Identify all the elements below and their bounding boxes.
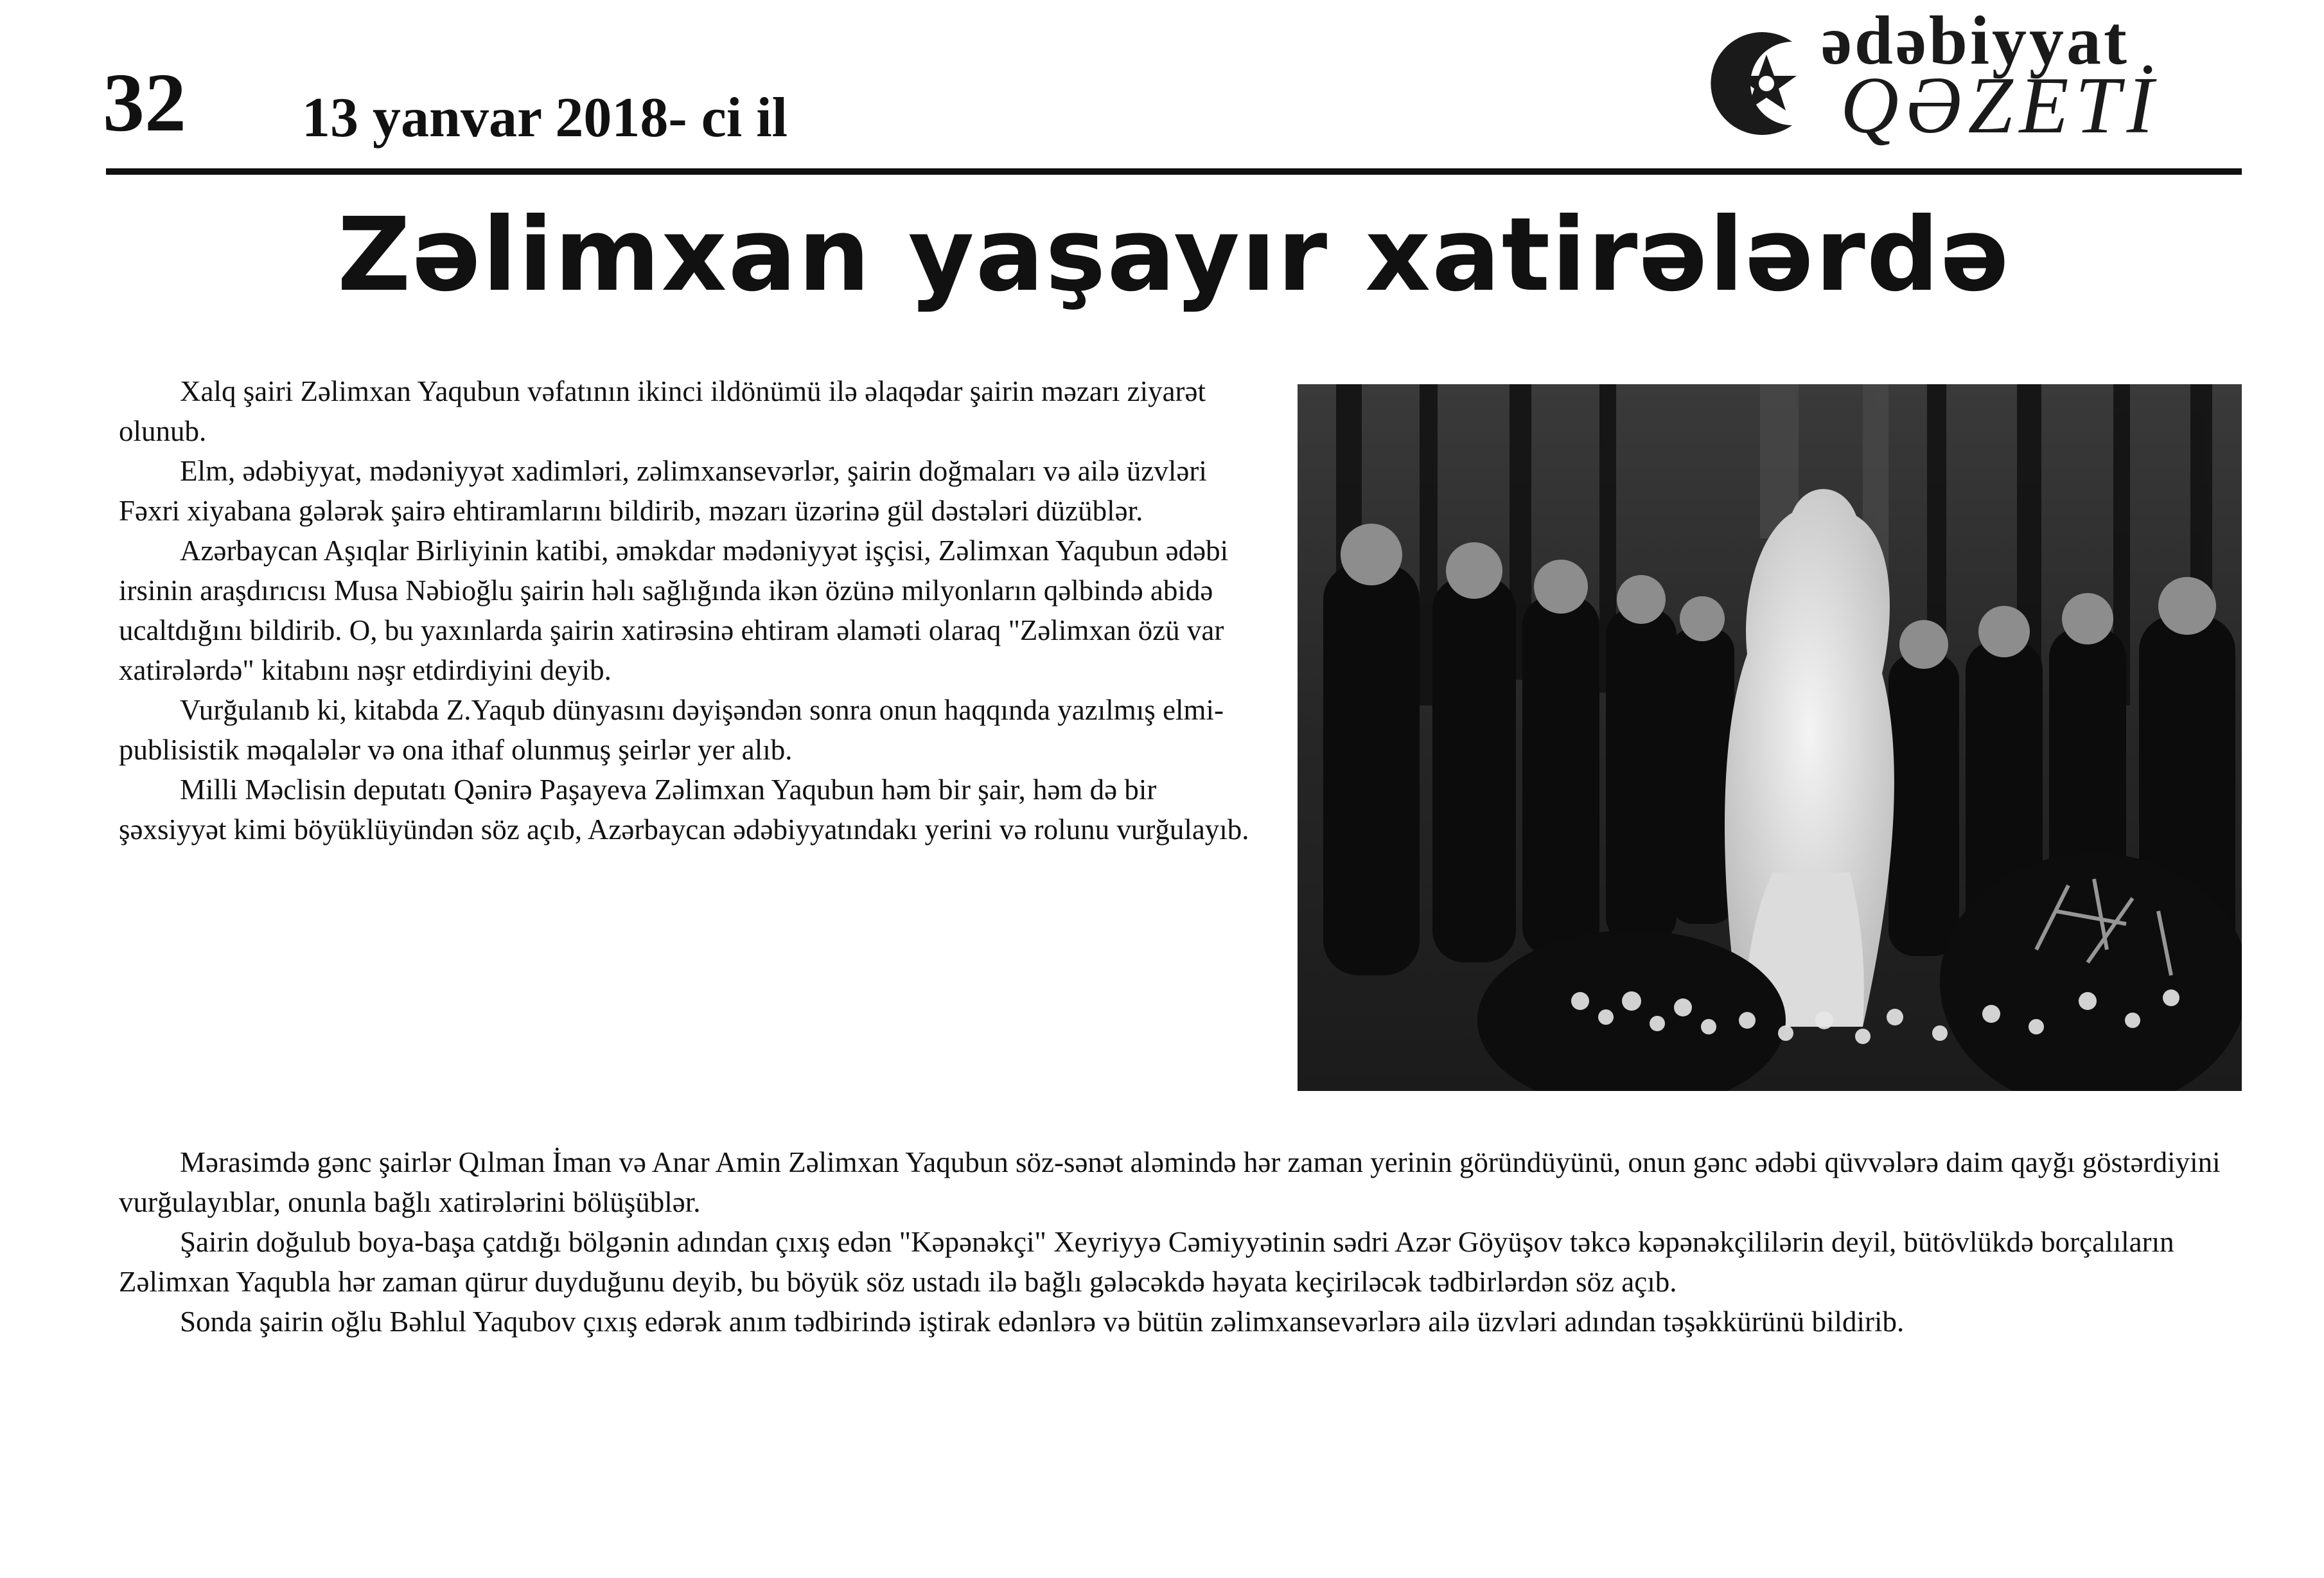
article-headline: Zəlimxan yaşayır xatirələrdə (337, 196, 2011, 314)
paragraph: Azərbaycan Aşıqlar Birliyinin katibi, əməkdar mədəniyyət işçisi, Zəlimxan Yaqubun ədəbi irsinin araşdırıcısı Musa Nəbioğlu şairin həlı sağlığında ikən özünə milyonların qəlbində abidə ucaltdığını bildirib. O, bu yaxınlarda şairin xatirəsinə ehtiram əlaməti olaraq "Zəlimxan özü var xatirələrdə" kitabını nəşr etdirdiyini deyib. (119, 535, 1229, 686)
article-body-narrow (119, 371, 1269, 849)
paragraph: Milli Məclisin deputatı Qənirə Paşayeva Zəlimxan Yaqubun həm bir şair, həm də bir şəxsiyyət kimi böyüklüyündən söz açıb, Azərbaycan ədəbiyyatındakı yerini və rolunu vurğulayıb. (119, 774, 1249, 846)
paragraph: Sonda şairin oğlu Bəhlul Yaqubov çıxış edərək anım tədbirində iştirak edənlərə və bütün zəlimxansevərlərə ailə üzvləri adından təşəkkürünü bildirib. (180, 1306, 1905, 1338)
issue-date: 13 yanvar 2018- ci il (302, 87, 788, 149)
paragraph: Vurğulanıb ki, kitabda Z.Yaqub dünyasını dəyişəndən sonra onun haqqında yazılmış elmi-publisistik məqalələr və ona ithaf olunmuş şeirlər yer alıb. (119, 694, 1224, 766)
paragraph: Mərasimdə gənc şairlər Qılman İman və Anar Amin Zəlimxan Yaqubun söz-sənət aləmində hər zaman yerinin göründüyünü, onun gənc ədəbi qüvvələrə daim qayğı göstərdiyini vurğulayıblar, onunla bağlı xatirələrini bölüşüblər. (119, 1146, 2221, 1218)
masthead-title-top: ədəbiyyat (1821, 3, 2129, 79)
paragraph: Xalq şairi Zəlimxan Yaqubun vəfatının ikinci ildönümü ilə əlaqədar şairin məzarı ziyarət olunub. (119, 375, 1206, 447)
paragraph: Şairin doğulub boya-başa çatdığı bölgənin adından çıxış edən "Kəpənəkçi" Xeyriyyə Cəmiyyətinin sədri Azər Göyüşov təkcə kəpənəkçililərin deyil, bütövlükdə borçalıların Zəlimxan Yaqubla hər zaman qürur duyduğunu deyib, bu böyük söz ustadı ilə bağlı gələcəkdə həyata keçiriləcək tədbirlərdən söz açıb. (119, 1226, 2174, 1298)
emblem-star-icon (1696, 19, 1824, 148)
newspaper-masthead (1696, 3, 2178, 151)
header-rule (106, 168, 2242, 175)
article-body-wide (119, 1142, 2232, 1342)
page-number: 32 (103, 57, 186, 149)
paragraph: Elm, ədəbiyyat, mədəniyyət xadimləri, zəlimxansevərlər, şairin doğmaları və ailə üzvləri Fəxri xiyabana gələrək şairə ehtiramlarını bildirib, məzarı üzərinə gül dəstələri düzüblər. (119, 455, 1207, 527)
masthead-title-bottom: QƏZETİ (1840, 61, 2160, 150)
article-photo (1298, 384, 2242, 1091)
